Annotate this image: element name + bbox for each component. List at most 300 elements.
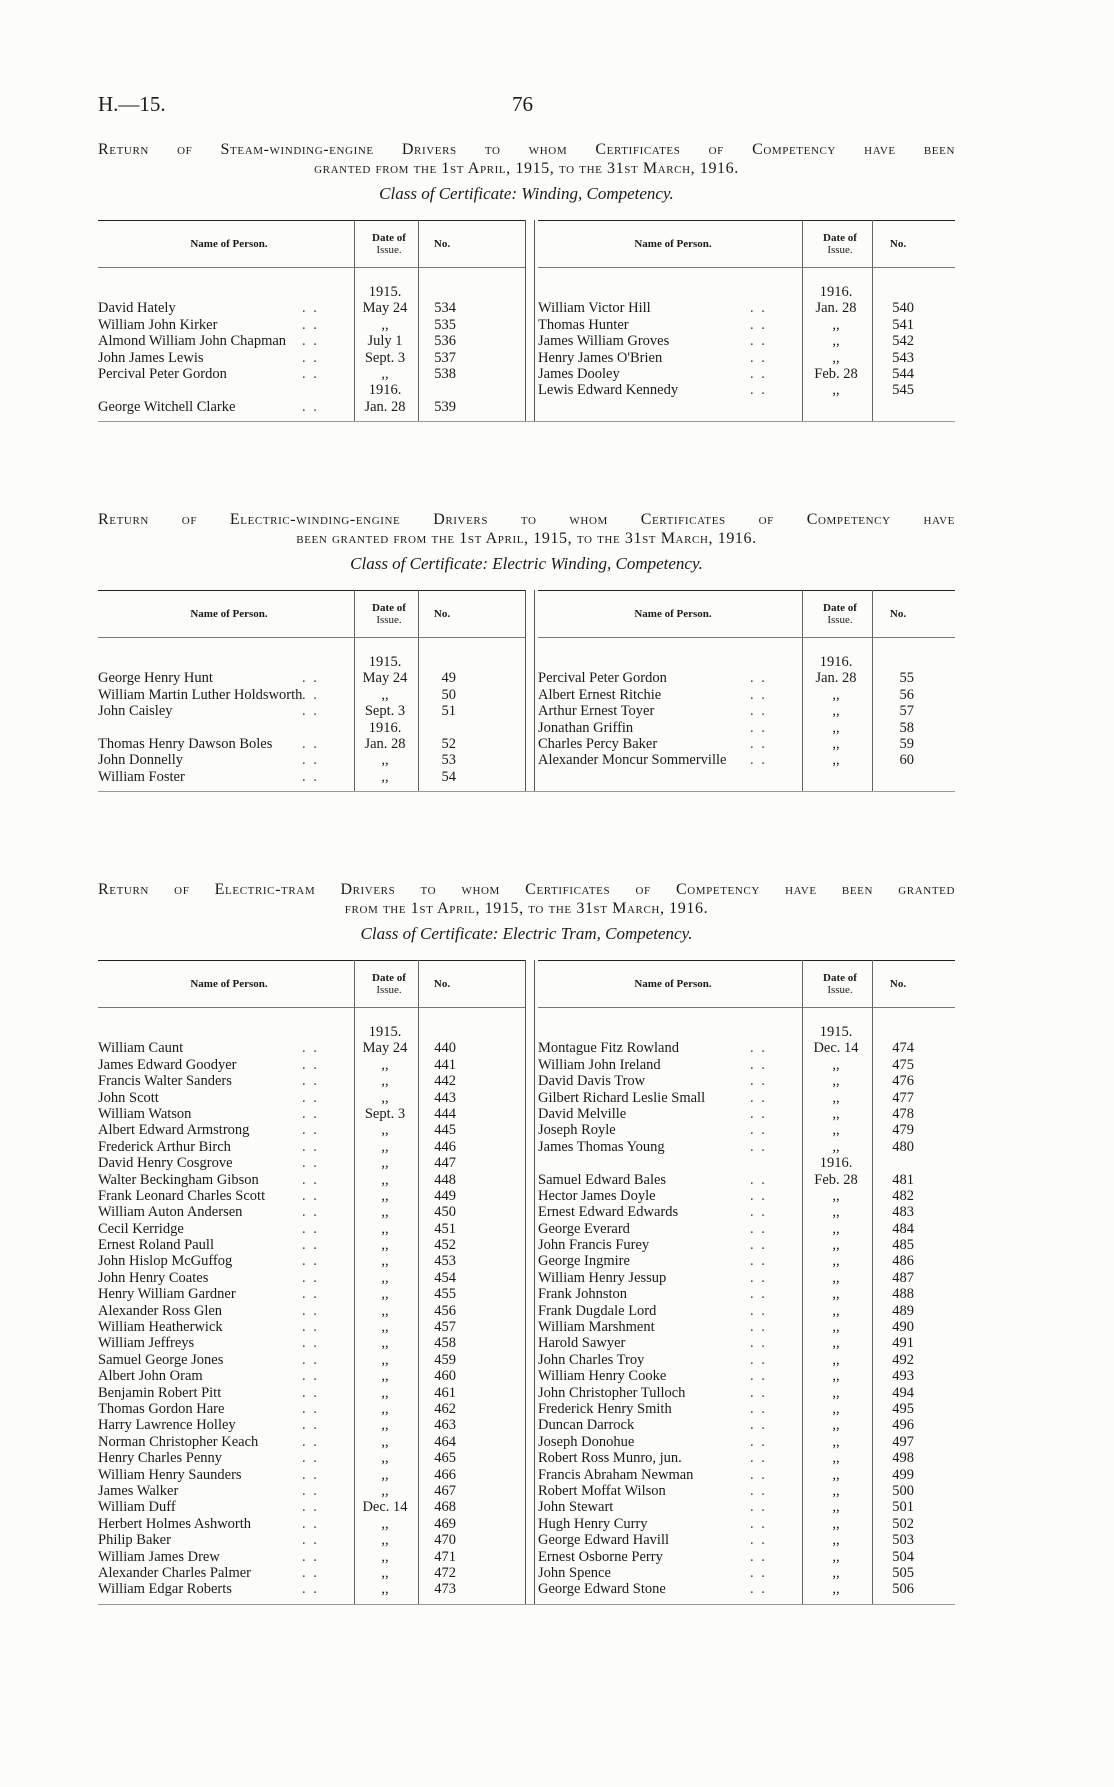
person-name: Henry William Gardner: [98, 1286, 236, 1303]
leader-dots: . .: [750, 382, 767, 399]
issue-date: ,,: [381, 1237, 389, 1254]
table-row: [98, 1253, 526, 1269]
person-name: Walter Beckingham Gibson: [98, 1171, 259, 1188]
certificate-number: 485: [892, 1237, 914, 1254]
issue-date: Dec. 14: [813, 1040, 859, 1057]
person-name: Ernest Roland Paull: [98, 1237, 214, 1254]
table-row: [538, 1122, 955, 1138]
leader-dots: . .: [302, 1564, 319, 1581]
leader-dots: . .: [750, 1302, 767, 1319]
issue-date: ,,: [381, 1319, 389, 1336]
leader-dots: . .: [302, 1105, 319, 1122]
issue-date: ,,: [381, 1335, 389, 1352]
certificate-number: 453: [434, 1253, 456, 1270]
col-header-date-line-1: Date of: [823, 232, 857, 244]
leader-dots: . .: [750, 670, 767, 687]
person-name: John Donnelly: [98, 752, 183, 769]
leader-dots: . .: [302, 1400, 319, 1417]
certificate-number: 475: [892, 1056, 914, 1073]
certificate-number: 540: [892, 300, 914, 317]
leader-dots: . .: [750, 1040, 767, 1057]
table-row: [98, 1221, 526, 1237]
table-row: [98, 1385, 526, 1401]
table-row: [538, 1057, 955, 1073]
issue-date: 1916.: [368, 719, 402, 736]
certificate-number: 467: [434, 1482, 456, 1499]
table-row: [538, 1385, 955, 1401]
issue-date: ,,: [832, 316, 840, 333]
certificate-number: 56: [899, 686, 914, 703]
table-row: [538, 1499, 955, 1515]
issue-date: ,,: [832, 1073, 840, 1090]
leader-dots: . .: [750, 703, 767, 720]
col-header-date: [360, 232, 418, 256]
table-row: [538, 1090, 955, 1106]
person-name: Duncan Darrock: [538, 1417, 635, 1434]
person-name: Thomas Hunter: [538, 316, 629, 333]
person-name: Frank Johnston: [538, 1286, 628, 1303]
leader-dots: . .: [750, 1499, 767, 1516]
leader-dots: . .: [302, 1056, 319, 1073]
person-name: Thomas Henry Dawson Boles: [98, 735, 273, 752]
table-row: [538, 1565, 955, 1581]
table-header: [98, 960, 526, 1008]
col-header-no: No.: [889, 978, 907, 990]
issue-date: ,,: [381, 1056, 389, 1073]
person-name: Joseph Royle: [538, 1122, 616, 1139]
issue-date: ,,: [832, 703, 840, 720]
leader-dots: . .: [750, 1187, 767, 1204]
person-name: William Henry Saunders: [98, 1466, 242, 1483]
leader-dots: . .: [750, 1400, 767, 1417]
leader-dots: . .: [750, 735, 767, 752]
issue-date: ,,: [381, 1073, 389, 1090]
issue-date: Jan. 28: [364, 735, 406, 752]
col-header-date-line-2: Issue.: [827, 614, 853, 626]
table-row: [98, 1303, 526, 1319]
person-name: John Francis Furey: [538, 1237, 650, 1254]
table-row: [98, 1335, 526, 1351]
certificate-number: 58: [899, 719, 914, 736]
register-tables: [98, 220, 955, 421]
certificate-number: 466: [434, 1466, 456, 1483]
issue-date: Sept. 3: [364, 1105, 406, 1122]
person-name: Almond William John Chapman: [98, 333, 287, 350]
person-name: David Melville: [538, 1105, 627, 1122]
table-row: [538, 333, 955, 349]
issue-date: ,,: [832, 1417, 840, 1434]
certificate-number: 542: [892, 333, 914, 350]
leader-dots: . .: [750, 1335, 767, 1352]
issue-date: ,,: [832, 1302, 840, 1319]
issue-date: May 24: [362, 300, 408, 317]
person-name: George Everard: [538, 1220, 630, 1237]
table-row: [98, 1352, 526, 1368]
leader-dots: . .: [750, 333, 767, 350]
issue-date: May 24: [362, 1040, 408, 1057]
table-row: [98, 1188, 526, 1204]
certificate-number: 445: [434, 1122, 456, 1139]
issue-date: ,,: [832, 1335, 840, 1352]
person-name: James Dooley: [538, 365, 620, 382]
table-row: [538, 350, 955, 366]
issue-date: 1916.: [368, 382, 402, 399]
certificate-number: 60: [899, 752, 914, 769]
person-name: Montague Fitz Rowland: [538, 1040, 679, 1057]
certificate-number: 496: [892, 1417, 914, 1434]
certificate-number: 464: [434, 1433, 456, 1450]
person-name: George Ingmire: [538, 1253, 630, 1270]
table-row: [538, 654, 955, 670]
leader-dots: . .: [750, 1105, 767, 1122]
certificate-number: 444: [434, 1105, 456, 1122]
person-name: Robert Moffat Wilson: [538, 1482, 666, 1499]
certificate-number: 489: [892, 1302, 914, 1319]
certificate-number: 449: [434, 1187, 456, 1204]
section-steam-winding: [98, 140, 955, 421]
table-row: [98, 1483, 526, 1499]
table-bottom-rule: [98, 421, 955, 422]
issue-date: Jan. 28: [364, 398, 406, 415]
certificate-number: 468: [434, 1499, 456, 1516]
person-name: Francis Walter Sanders: [98, 1073, 232, 1090]
person-name: John Hislop McGuffog: [98, 1253, 233, 1270]
table-bottom-rule: [98, 791, 955, 792]
person-name: Joseph Donohue: [538, 1433, 635, 1450]
leader-dots: . .: [750, 1482, 767, 1499]
certificate-number: 503: [892, 1532, 914, 1549]
person-name: David Hately: [98, 300, 176, 317]
issue-date: ,,: [381, 1089, 389, 1106]
issue-date: 1916.: [819, 654, 853, 670]
table-row: [98, 752, 526, 768]
col-header-date-line-1: Date of: [823, 602, 857, 614]
table-row: [98, 1434, 526, 1450]
leader-dots: . .: [302, 1187, 319, 1204]
table-row: [538, 1024, 955, 1040]
certificate-number: 54: [441, 768, 456, 785]
issue-date: July 1: [367, 333, 403, 350]
certificate-number: 451: [434, 1220, 456, 1237]
table-row: [538, 687, 955, 703]
issue-date: ,,: [381, 1450, 389, 1467]
leader-dots: . .: [302, 1155, 319, 1172]
leader-dots: . .: [750, 1532, 767, 1549]
person-name: Thomas Gordon Hare: [98, 1400, 225, 1417]
issue-date: ,,: [832, 1581, 840, 1598]
leader-dots: . .: [750, 1515, 767, 1532]
col-header-name: Name of Person.: [190, 978, 268, 990]
leader-dots: . .: [302, 349, 319, 366]
issue-date: ,,: [832, 1466, 840, 1483]
issue-date: ,,: [832, 1237, 840, 1254]
leader-dots: . .: [302, 1319, 319, 1336]
table-row: [98, 1139, 526, 1155]
table-row: [538, 1155, 955, 1171]
certificate-number: 442: [434, 1073, 456, 1090]
table-row: [538, 1221, 955, 1237]
table-row: [98, 317, 526, 333]
leader-dots: . .: [750, 349, 767, 366]
leader-dots: . .: [302, 1384, 319, 1401]
col-header-date: [808, 972, 872, 996]
issue-date: ,,: [832, 752, 840, 769]
leader-dots: . .: [302, 752, 319, 769]
person-name: John Christopher Tulloch: [538, 1384, 686, 1401]
issue-date: ,,: [381, 1171, 389, 1188]
table-row: [98, 350, 526, 366]
issue-date: Jan. 28: [815, 300, 857, 317]
certificate-class: Class of Certificate: Electric Tram, Competency.: [360, 924, 693, 943]
issue-date: ,,: [832, 719, 840, 736]
table-left: [98, 220, 526, 421]
issue-date: ,,: [832, 1122, 840, 1139]
table-row: [98, 1549, 526, 1565]
leader-dots: . .: [302, 1417, 319, 1434]
leader-dots: . .: [750, 1089, 767, 1106]
table-row: [538, 284, 955, 300]
issue-date: ,,: [381, 1122, 389, 1139]
leader-dots: . .: [302, 1089, 319, 1106]
issue-date: 1915.: [368, 1024, 402, 1040]
certificate-number: 463: [434, 1417, 456, 1434]
person-name: Charles Percy Baker: [538, 735, 658, 752]
issue-date: ,,: [832, 1433, 840, 1450]
table-row: [98, 736, 526, 752]
table-row: [98, 769, 526, 785]
leader-dots: . .: [302, 1204, 319, 1221]
table-row: [98, 1319, 526, 1335]
table-row: [98, 1401, 526, 1417]
table-row: [538, 1516, 955, 1532]
issue-date: ,,: [832, 1187, 840, 1204]
person-name: James Thomas Young: [538, 1138, 665, 1155]
col-header-date-line-2: Issue.: [827, 244, 853, 256]
issue-date: 1916.: [819, 284, 853, 300]
table-row: [538, 1073, 955, 1089]
person-name: Percival Peter Gordon: [98, 365, 227, 382]
person-name: Harry Lawrence Holley: [98, 1417, 236, 1434]
certificate-number: 501: [892, 1499, 914, 1516]
person-name: James William Groves: [538, 333, 670, 350]
table-right: [538, 590, 955, 791]
col-header-date-line-1: Date of: [372, 972, 406, 984]
certificate-number: 441: [434, 1056, 456, 1073]
leader-dots: . .: [302, 1368, 319, 1385]
table-row: [538, 300, 955, 316]
table-row: [98, 1122, 526, 1138]
issue-date: ,,: [381, 1220, 389, 1237]
certificate-class: Class of Certificate: Electric Winding, Competency.: [350, 554, 703, 573]
leader-dots: . .: [750, 1204, 767, 1221]
issue-date: ,,: [832, 1269, 840, 1286]
person-name: David Henry Cosgrove: [98, 1155, 233, 1172]
certificate-number: 493: [892, 1368, 914, 1385]
table-row: [538, 736, 955, 752]
table-row: [98, 1516, 526, 1532]
person-name: Harold Sawyer: [538, 1335, 626, 1352]
issue-date: ,,: [381, 1204, 389, 1221]
col-header-date-line-2: Issue.: [827, 984, 853, 996]
person-name: John Spence: [538, 1564, 611, 1581]
issue-date: Feb. 28: [814, 1171, 858, 1188]
issue-date: ,,: [832, 1384, 840, 1401]
person-name: James Edward Goodyer: [98, 1056, 237, 1073]
col-header-date-line-1: Date of: [372, 602, 406, 614]
section-title: [98, 880, 955, 918]
certificate-number: 504: [892, 1548, 914, 1565]
certificate-number: 499: [892, 1466, 914, 1483]
table-divider: [525, 590, 535, 791]
table-row: [538, 1368, 955, 1384]
section-title: [98, 510, 955, 548]
table-rows: [98, 284, 526, 415]
table-header: [98, 220, 526, 268]
certificate-number: 494: [892, 1384, 914, 1401]
table-row: [538, 1188, 955, 1204]
certificate-number: 448: [434, 1171, 456, 1188]
table-row: [538, 1237, 955, 1253]
person-name: Gilbert Richard Leslie Small: [538, 1089, 706, 1106]
issue-date: ,,: [381, 1515, 389, 1532]
leader-dots: . .: [750, 1417, 767, 1434]
leader-dots: . .: [750, 316, 767, 333]
leader-dots: . .: [750, 1564, 767, 1581]
leader-dots: . .: [302, 398, 319, 415]
issue-date: ,,: [832, 1400, 840, 1417]
certificate-number: 484: [892, 1220, 914, 1237]
issue-date: May 24: [362, 670, 408, 687]
issue-date: ,,: [381, 1187, 389, 1204]
certificate-number: 470: [434, 1532, 456, 1549]
issue-date: ,,: [381, 365, 389, 382]
section-title: [98, 140, 955, 178]
table-row: [98, 1090, 526, 1106]
leader-dots: . .: [750, 1351, 767, 1368]
certificate-number: 480: [892, 1138, 914, 1155]
certificate-number: 545: [892, 382, 914, 399]
table-row: [538, 1401, 955, 1417]
section-electric-winding: [98, 510, 955, 791]
issue-date: ,,: [832, 1499, 840, 1516]
table-row: [538, 1319, 955, 1335]
leader-dots: . .: [302, 1286, 319, 1303]
col-header-no: No.: [433, 608, 451, 620]
table-row: [538, 1172, 955, 1188]
leader-dots: . .: [302, 735, 319, 752]
table-row: [98, 1368, 526, 1384]
person-name: Henry Charles Penny: [98, 1450, 223, 1467]
leader-dots: . .: [302, 333, 319, 350]
table-header: [538, 960, 955, 1008]
certificate-number: 446: [434, 1138, 456, 1155]
issue-date: ,,: [832, 1138, 840, 1155]
issue-date: ,,: [832, 1319, 840, 1336]
person-name: Cecil Kerridge: [98, 1220, 184, 1237]
leader-dots: . .: [302, 1548, 319, 1565]
person-name: John Charles Troy: [538, 1351, 645, 1368]
table-row: [98, 670, 526, 686]
issue-date: ,,: [832, 1220, 840, 1237]
leader-dots: . .: [302, 1073, 319, 1090]
issue-date: ,,: [381, 1581, 389, 1598]
table-bottom-rule: [98, 1604, 955, 1605]
col-header-name: Name of Person.: [190, 238, 268, 250]
issue-date: ,,: [381, 1532, 389, 1549]
person-name: Arthur Ernest Toyer: [538, 703, 655, 720]
certificate-number: 482: [892, 1187, 914, 1204]
person-name: Ernest Edward Edwards: [538, 1204, 679, 1221]
table-rows: [98, 654, 526, 785]
leader-dots: . .: [750, 1368, 767, 1385]
issue-date: ,,: [381, 1269, 389, 1286]
section-title-line-2: granted from the 1st April, 1915, to the 31st March, 1916.: [314, 160, 739, 177]
person-name: Albert John Oram: [98, 1368, 203, 1385]
issue-date: 1915.: [368, 284, 402, 300]
issue-date: ,,: [832, 1564, 840, 1581]
table-row: [98, 1417, 526, 1433]
col-header-no: No.: [433, 238, 451, 250]
person-name: Norman Christopher Keach: [98, 1433, 259, 1450]
table-row: [538, 1467, 955, 1483]
certificate-number: 483: [892, 1204, 914, 1221]
issue-date: ,,: [832, 1532, 840, 1549]
certificate-number: 455: [434, 1286, 456, 1303]
person-name: Henry James O'Brien: [538, 349, 663, 366]
leader-dots: . .: [302, 1253, 319, 1270]
leader-dots: . .: [302, 703, 319, 720]
certificate-number: 536: [434, 333, 456, 350]
leader-dots: . .: [750, 1220, 767, 1237]
person-name: William Marshment: [538, 1319, 655, 1336]
certificate-number: 502: [892, 1515, 914, 1532]
certificate-number: 49: [441, 670, 456, 687]
col-header-name: Name of Person.: [634, 608, 712, 620]
issue-date: ,,: [381, 1155, 389, 1172]
table-row: [98, 300, 526, 316]
leader-dots: . .: [750, 1319, 767, 1336]
person-name: William Watson: [98, 1105, 192, 1122]
person-name: Alexander Ross Glen: [98, 1302, 223, 1319]
issue-date: ,,: [381, 1253, 389, 1270]
issue-date: ,,: [832, 1286, 840, 1303]
person-name: John Henry Coates: [98, 1269, 209, 1286]
issue-date: ,,: [381, 1351, 389, 1368]
person-name: Frederick Arthur Birch: [98, 1138, 231, 1155]
leader-dots: . .: [302, 1450, 319, 1467]
issue-date: ,,: [832, 1351, 840, 1368]
leader-dots: . .: [750, 1122, 767, 1139]
issue-date: ,,: [381, 1548, 389, 1565]
table-row: [98, 399, 526, 415]
table-row: [538, 720, 955, 736]
person-name: Samuel George Jones: [98, 1351, 224, 1368]
certificate-number: 469: [434, 1515, 456, 1532]
certificate-number: 488: [892, 1286, 914, 1303]
leader-dots: . .: [750, 1286, 767, 1303]
table-row: [538, 1352, 955, 1368]
section-title-line-1: Return of Electric-winding-engine Drivers to whom Certificates of Competency have: [98, 511, 955, 528]
issue-date: ,,: [381, 1138, 389, 1155]
section-title-line-2: been granted from the 1st April, 1915, to the 31st March, 1916.: [296, 530, 757, 547]
leader-dots: . .: [302, 1122, 319, 1139]
issue-date: ,,: [381, 1286, 389, 1303]
leader-dots: . .: [750, 1269, 767, 1286]
table-row: [98, 687, 526, 703]
person-name: John Caisley: [98, 703, 173, 720]
leader-dots: . .: [750, 1548, 767, 1565]
table-row: [538, 1581, 955, 1597]
